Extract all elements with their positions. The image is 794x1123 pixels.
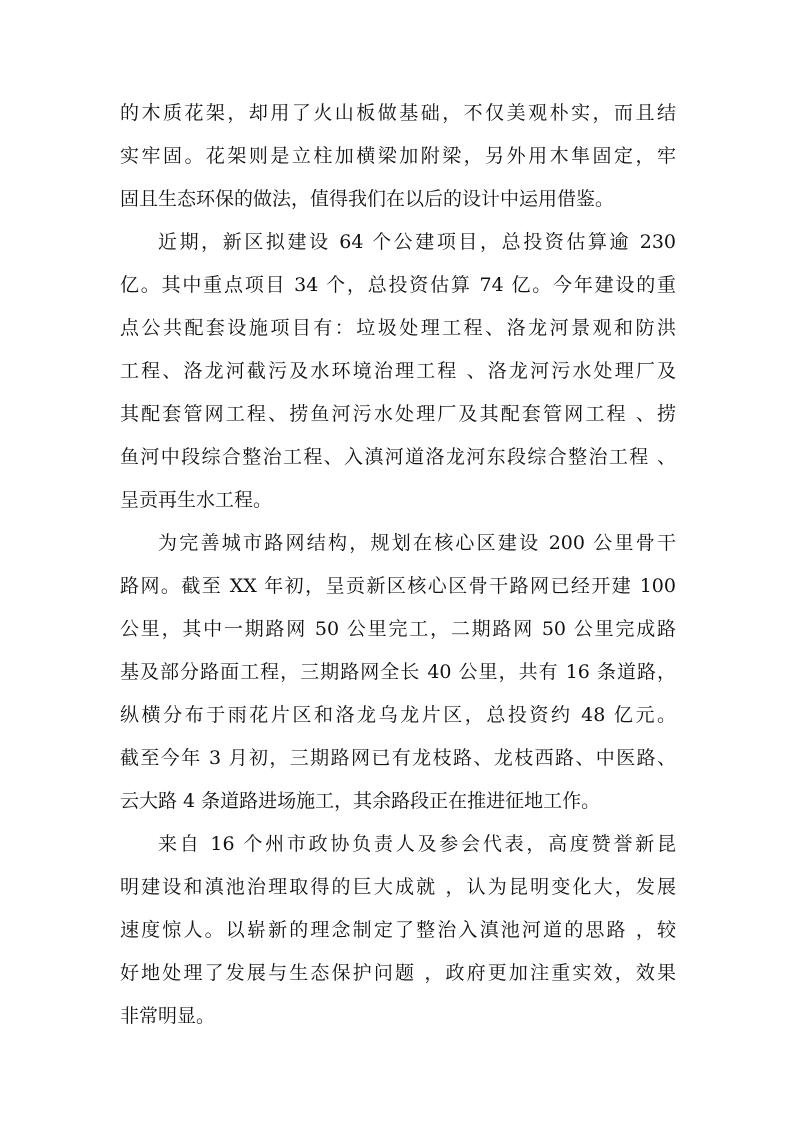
- paragraph-2: [120, 221, 676, 522]
- text-line: 近期，新区拟建设 64 个公建项目，总投资估算逾 230: [158, 231, 676, 253]
- text-line: 纵横分布于雨花片区和洛龙乌龙片区，总投资约 48 亿元。: [120, 704, 676, 726]
- paragraph-3: [120, 522, 676, 823]
- text-line: 为完善城市路网结构，规划在核心区建设 200 公里骨干: [158, 532, 676, 554]
- text-line: 固且生态环保的做法，值得我们在以后的设计中运用借鉴。: [120, 188, 615, 210]
- text-line: 其配套管网工程、捞鱼河污水处理厂及其配套管网工程 、捞: [120, 403, 676, 425]
- text-line: 速度惊人。以崭新的理念制定了整治入滇池河道的思路 ，较: [120, 919, 676, 941]
- text-line: 点公共配套设施项目有：垃圾处理工程、洛龙河景观和防洪: [120, 317, 676, 339]
- text-line: 明建设和滇池治理取得的巨大成就 ，认为昆明变化大，发展: [120, 876, 676, 898]
- text-line: 公里，其中一期路网 50 公里完工，二期路网 50 公里完成路: [120, 618, 676, 640]
- text-line: 好地处理了发展与生态保护问题 ，政府更加注重实效，效果: [120, 962, 676, 984]
- document-body: [120, 92, 676, 1038]
- text-line: 截至今年 3 月初，三期路网已有龙枝路、龙枝西路、中医路、: [120, 747, 676, 769]
- text-line: 鱼河中段综合整治工程、入滇河道洛龙河东段综合整治工程 、: [120, 446, 676, 468]
- text-line: 亿。其中重点项目 34 个，总投资估算 74 亿。今年建设的重: [120, 274, 676, 296]
- text-line: 基及部分路面工程，三期路网全长 40 公里，共有 16 条道路，: [120, 661, 676, 683]
- text-line: 的木质花架，却用了火山板做基础，不仅美观朴实，而且结: [120, 102, 676, 124]
- paragraph-4: [120, 823, 676, 1038]
- paragraph-1: [120, 92, 676, 221]
- text-line: 呈贡再生水工程。: [120, 489, 273, 511]
- text-line: 路网。截至 XX 年初，呈贡新区核心区骨干路网已经开建 100: [120, 575, 676, 597]
- text-line: 非常明显。: [120, 1005, 216, 1027]
- text-line: 云大路 4 条道路进场施工，其余路段正在推进征地工作。: [120, 790, 601, 812]
- text-line: 实牢固。花架则是立柱加横梁加附梁，另外用木隼固定，牢: [120, 145, 676, 167]
- text-line: 工程、洛龙河截污及水环境治理工程 、洛龙河污水处理厂及: [120, 360, 676, 382]
- text-line: 来自 16 个州市政协负责人及参会代表，高度赞誉新昆: [158, 833, 676, 855]
